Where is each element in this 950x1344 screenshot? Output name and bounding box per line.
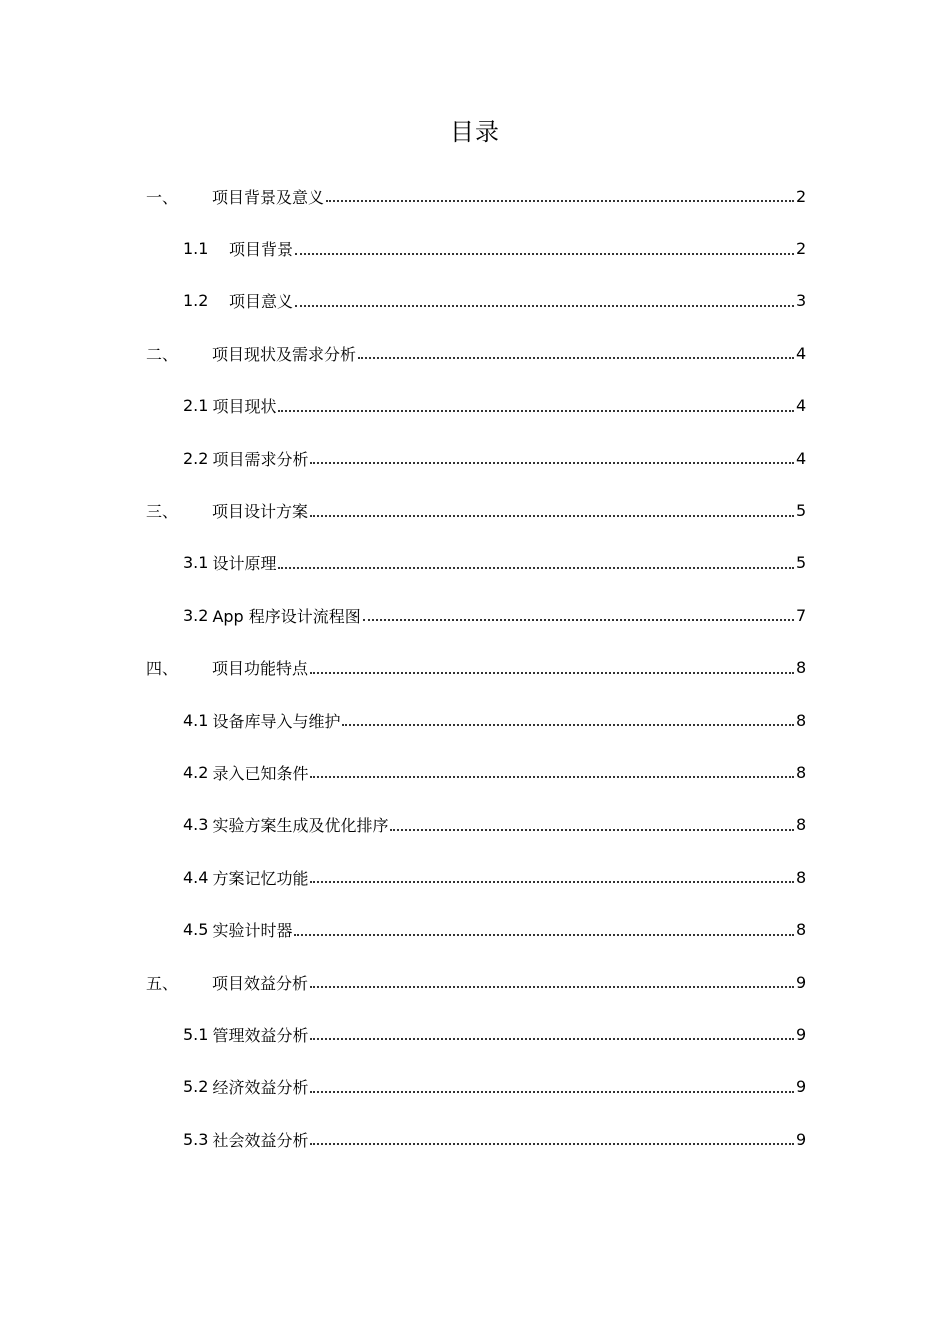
toc-entry-page: 8 xyxy=(796,710,807,730)
toc-entry-number: 一、 xyxy=(146,187,179,207)
toc-dot-leader xyxy=(390,829,794,831)
toc-entry[interactable] xyxy=(146,903,806,955)
toc-entry-number: 1.1 xyxy=(183,239,209,259)
toc-dot-leader xyxy=(310,515,794,517)
toc-entry-page: 8 xyxy=(796,762,807,782)
toc-entry-number: 5.1 xyxy=(183,1024,209,1044)
toc-dot-leader xyxy=(295,253,794,255)
toc-dot-leader xyxy=(310,672,794,674)
toc-dot-leader xyxy=(310,776,794,778)
toc-entry[interactable] xyxy=(146,1113,806,1165)
toc-entry[interactable] xyxy=(146,222,806,274)
table-of-contents xyxy=(146,170,806,1165)
toc-entry[interactable] xyxy=(146,694,806,746)
toc-entry-number: 4.1 xyxy=(183,710,209,730)
toc-entry-page: 4 xyxy=(796,396,807,416)
toc-entry[interactable] xyxy=(146,799,806,851)
toc-entry[interactable] xyxy=(146,432,806,484)
toc-entry-page: 2 xyxy=(796,186,807,206)
toc-entry[interactable] xyxy=(146,589,806,641)
toc-entry-number: 1.2 xyxy=(183,291,209,311)
toc-entry-number: 4.3 xyxy=(183,815,209,835)
toc-entry-title: 项目现状及需求分析 xyxy=(212,344,357,364)
toc-dot-leader xyxy=(310,1091,794,1093)
toc-entry-page: 9 xyxy=(796,1077,807,1097)
toc-entry-title: 录入已知条件 xyxy=(212,763,309,783)
toc-entry[interactable] xyxy=(146,851,806,903)
toc-entry-number: 二、 xyxy=(146,344,179,364)
toc-entry[interactable] xyxy=(146,275,806,327)
toc-dot-leader xyxy=(342,724,794,726)
toc-entry-number: 三、 xyxy=(146,502,179,522)
toc-entry-page: 8 xyxy=(796,815,807,835)
toc-entry-number: 5.2 xyxy=(183,1077,209,1097)
toc-entry-title: 经济效益分析 xyxy=(212,1078,309,1098)
toc-dot-leader xyxy=(363,619,794,621)
toc-entry-number: 3.1 xyxy=(183,553,209,573)
toc-title: 目录 xyxy=(450,118,500,146)
toc-dot-leader xyxy=(326,200,794,202)
toc-entry[interactable] xyxy=(146,956,806,1008)
toc-entry-number: 4.4 xyxy=(183,867,209,887)
toc-entry-title: 社会效益分析 xyxy=(212,1130,309,1150)
toc-entry[interactable] xyxy=(146,380,806,432)
toc-entry-page: 9 xyxy=(796,972,807,992)
toc-dot-leader xyxy=(310,986,794,988)
toc-entry-title: 项目功能特点 xyxy=(212,659,309,679)
toc-entry-title: 项目效益分析 xyxy=(212,973,309,993)
toc-entry-number: 5.3 xyxy=(183,1129,209,1149)
toc-entry-number: 2.2 xyxy=(183,448,209,468)
toc-entry-page: 9 xyxy=(796,1024,807,1044)
toc-entry[interactable] xyxy=(146,1008,806,1060)
toc-entry-page: 5 xyxy=(796,553,807,573)
toc-entry[interactable] xyxy=(146,327,806,379)
toc-entry-title: 项目现状 xyxy=(212,397,277,417)
toc-entry-title: 项目需求分析 xyxy=(212,449,309,469)
toc-entry-number: 2.1 xyxy=(183,396,209,416)
toc-entry-number: 4.5 xyxy=(183,920,209,940)
toc-entry-number: 3.2 xyxy=(183,605,209,625)
toc-entry-title: 管理效益分析 xyxy=(212,1025,309,1045)
toc-entry-number: 四、 xyxy=(146,659,179,679)
toc-dot-leader xyxy=(295,305,794,307)
toc-dot-leader xyxy=(310,462,794,464)
toc-entry[interactable] xyxy=(146,642,806,694)
toc-dot-leader xyxy=(310,1038,794,1040)
toc-entry-page: 4 xyxy=(796,343,807,363)
toc-dot-leader xyxy=(310,881,794,883)
toc-entry[interactable] xyxy=(146,484,806,536)
toc-entry-page: 7 xyxy=(796,605,807,625)
toc-entry-title: 方案记忆功能 xyxy=(212,868,309,888)
toc-entry[interactable] xyxy=(146,537,806,589)
toc-entry-page: 2 xyxy=(796,239,807,259)
toc-entry-title: 实验计时器 xyxy=(212,921,293,941)
toc-entry-title: App 程序设计流程图 xyxy=(212,606,361,626)
toc-entry-number: 五、 xyxy=(146,973,179,993)
toc-entry[interactable] xyxy=(146,1061,806,1113)
toc-entry[interactable] xyxy=(146,170,806,222)
toc-entry-title: 设计原理 xyxy=(212,554,277,574)
toc-entry[interactable] xyxy=(146,746,806,798)
toc-entry-page: 4 xyxy=(796,448,807,468)
toc-dot-leader xyxy=(278,410,794,412)
toc-entry-title: 项目背景 xyxy=(229,240,294,260)
toc-dot-leader xyxy=(278,567,794,569)
toc-entry-title: 设备库导入与维护 xyxy=(212,711,341,731)
toc-entry-title: 项目设计方案 xyxy=(212,502,309,522)
toc-entry-page: 3 xyxy=(796,291,807,311)
toc-entry-number: 4.2 xyxy=(183,762,209,782)
toc-entry-page: 8 xyxy=(796,658,807,678)
toc-entry-page: 5 xyxy=(796,501,807,521)
toc-entry-page: 8 xyxy=(796,920,807,940)
toc-dot-leader xyxy=(310,1143,794,1145)
toc-entry-title: 项目意义 xyxy=(229,292,294,312)
toc-entry-title: 项目背景及意义 xyxy=(212,187,325,207)
toc-dot-leader xyxy=(358,357,794,359)
toc-dot-leader xyxy=(294,934,794,936)
toc-entry-page: 8 xyxy=(796,867,807,887)
toc-entry-title: 实验方案生成及优化排序 xyxy=(212,816,389,836)
toc-entry-page: 9 xyxy=(796,1129,807,1149)
